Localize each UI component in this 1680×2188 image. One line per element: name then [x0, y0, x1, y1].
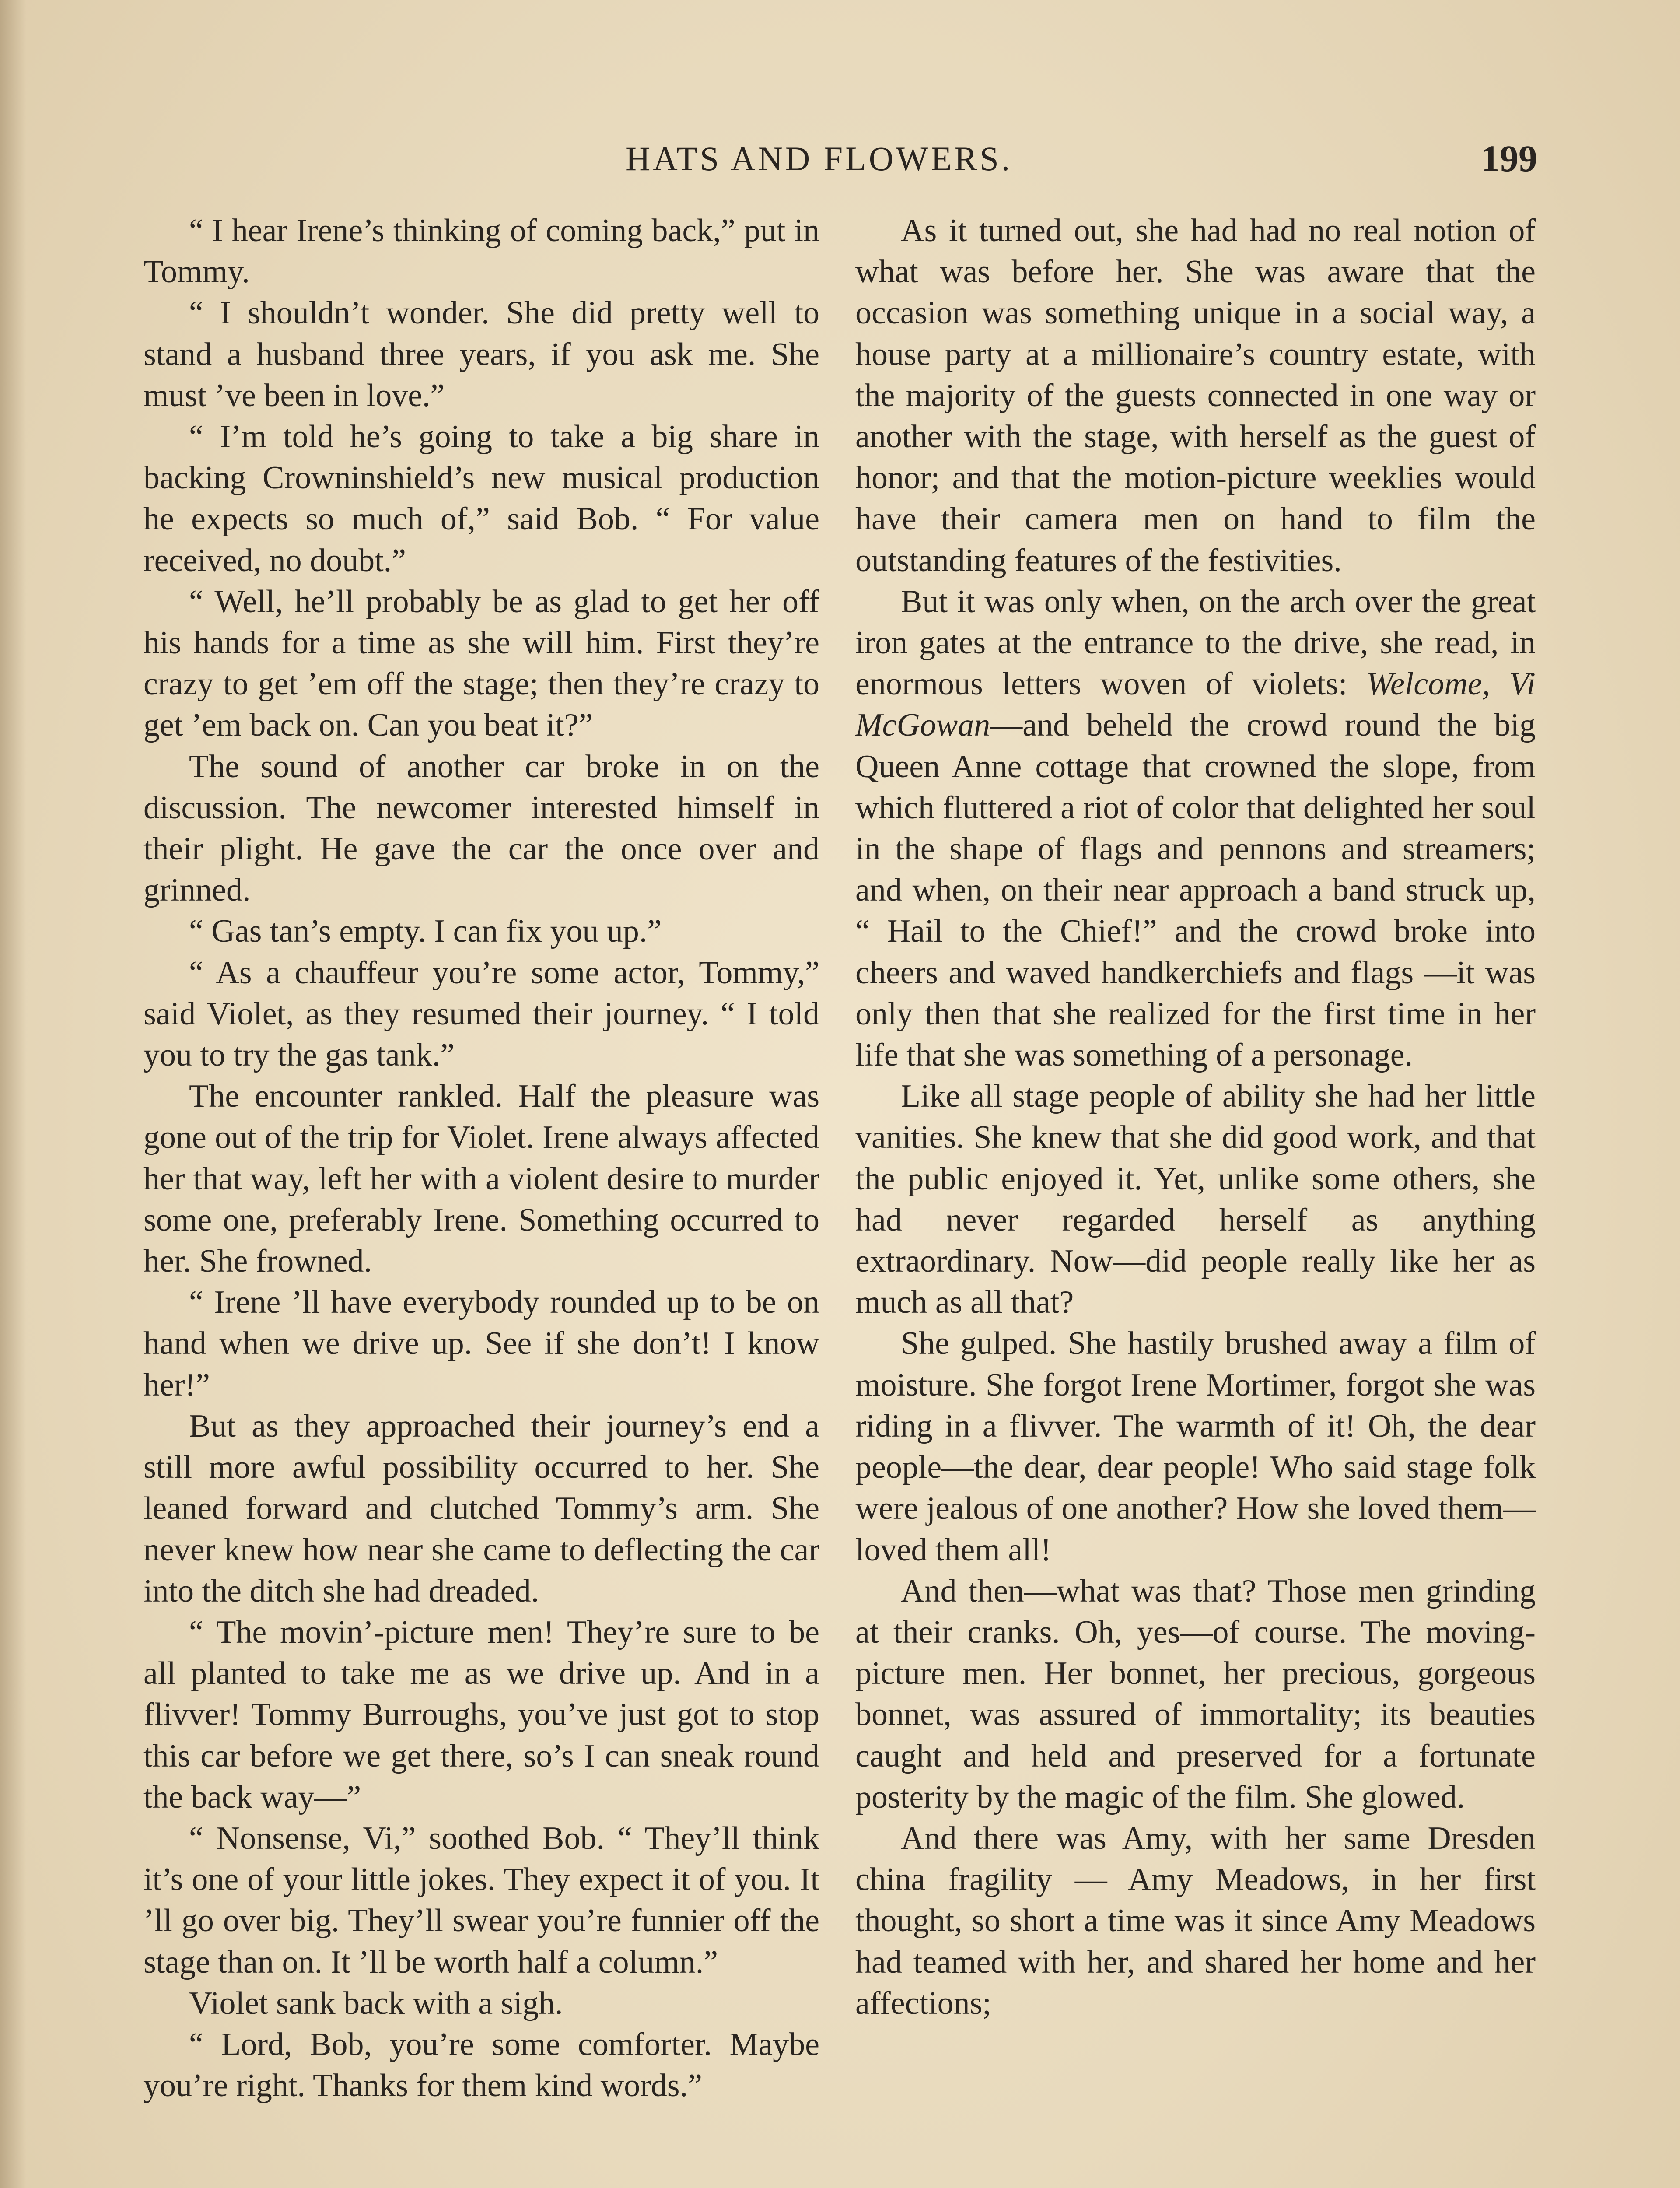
- page-number: 199: [1481, 137, 1537, 179]
- paragraph: “ As a chauffeur you’re some actor, Tommy,” said Violet, as they resumed their journey. “ I told you to try the gas tank.”: [144, 954, 819, 1073]
- paragraph-text: —and beheld the crowd round the big Queen Anne cottage that crowned the slope, from which fluttered a riot of color that delighted her soul in the shape of flags and pennons and streamers; and when, on their near approach a band struck up, “ Hail to the Chief!” and the crowd broke into cheers and waved handkerchiefs and flags —it was only then that she realized for the first time in her life that she was something of a personage.: [855, 707, 1536, 1073]
- paragraph: Violet sank back with a sigh.: [189, 1985, 563, 2021]
- paragraph-welcome: [855, 581, 1536, 1076]
- paragraph: “ Irene ’ll have everybody rounded up to be on hand when we drive up. See if she don’t! I know her!”: [144, 1284, 819, 1403]
- paragraph: And there was Amy, with her same Dresden china fragility — Amy Meadows, in her first thought, so short a time was it since Amy Meadows had teamed with her, and shared her home and her affections;: [855, 1820, 1536, 2021]
- paragraph: She gulped. She hastily brushed away a film of moisture. She forgot Irene Mortimer, forgot she was riding in a flivver. The warmth of it! Oh, the dear people—the dear, dear people! Who said stage folk were jealous of one another? How she loved them—loved them all!: [855, 1325, 1536, 1568]
- right-column: [855, 210, 1536, 2024]
- paragraph: And then—what was that? Those men grinding at their cranks. Oh, yes—of course. The moving-picture men. Her bonnet, her precious, gorgeous bonnet, was assured of immortality; its beauties caught and held and preserved for a fortunate posterity by the magic of the film. She glowed.: [855, 1573, 1536, 1815]
- paragraph: “ I’m told he’s going to take a big share in backing Crowninshield’s new musical production he expects so much of,” said Bob. “ For value received, no doubt.”: [144, 419, 819, 579]
- page-edge-shadow: [0, 0, 26, 2188]
- paragraph: “ Gas tan’s empty. I can fix you up.”: [189, 913, 662, 950]
- paragraph: “ I hear Irene’s thinking of coming back,” put in Tommy.: [144, 213, 819, 290]
- paragraph: “ Well, he’ll probably be as glad to get her off his hands for a time as she will him. First they’re crazy to get ’em off the stage; then they’re crazy to get ’em back on. Can you beat it?”: [144, 583, 819, 743]
- paragraph-text: But it was only when, on the arch over the great iron gates at the entrance to the drive, she read, in enormous letters woven of violets:: [855, 583, 1536, 702]
- paragraph: “ Lord, Bob, you’re some comforter. Maybe you’re right. Thanks for them kind words.”: [144, 2026, 819, 2104]
- paragraph: The sound of another car broke in on the discussion. The newcomer interested himself in their plight. He gave the car the once over and grinned.: [144, 748, 819, 908]
- paragraph: “ I shouldn’t wonder. She did pretty well to stand a husband three years, if you ask me. She must ’ve been in love.”: [144, 295, 819, 414]
- running-title: HATS AND FLOWERS.: [626, 140, 1013, 178]
- paragraph: As it turned out, she had had no real notion of what was before her. She was aware that the occasion was something unique in a social way, a house party at a millionaire’s country estate, with the majority of the guests connected in one way or another with the stage, with herself as the guest of honor; and that the motion-picture weeklies would have their camera men on hand to film the outstanding features of the festivities.: [855, 213, 1536, 579]
- paragraph: The encounter rankled. Half the pleasure was gone out of the trip for Violet. Irene always affected her that way, left her with a violent desire to murder some one, preferably Irene. Something occurred to her. She frowned.: [144, 1078, 819, 1280]
- paragraph: “ The movin’-picture men! They’re sure to be all planted to take me as we drive up. And in a flivver! Tommy Burroughs, you’ve just got to stop this car before we get there, so’s I can sneak round the back way—”: [144, 1614, 819, 1815]
- page-header: [0, 139, 1680, 187]
- welcome-sign-text: Welcome, Vi McGowan: [855, 666, 1536, 743]
- paragraph: Like all stage people of ability she had her little vanities. She knew that she did good work, and that the public enjoyed it. Yet, unlike some others, she had never regarded herself as anything extraordinary. Now—did people really like her as much as all that?: [855, 1078, 1536, 1321]
- paragraph: “ Nonsense, Vi,” soothed Bob. “ They’ll think it’s one of your little jokes. They expect it of you. It ’ll go over big. They’ll swear you’re funnier off the stage than on. It ’ll be worth half a column.”: [144, 1820, 819, 1980]
- left-column: [144, 210, 819, 2106]
- paragraph: But as they approached their journey’s end a still more awful possibility occurred to her. She leaned forward and clutched Tommy’s arm. She never knew how near she came to deflecting the car into the ditch she had dreaded.: [144, 1408, 819, 1609]
